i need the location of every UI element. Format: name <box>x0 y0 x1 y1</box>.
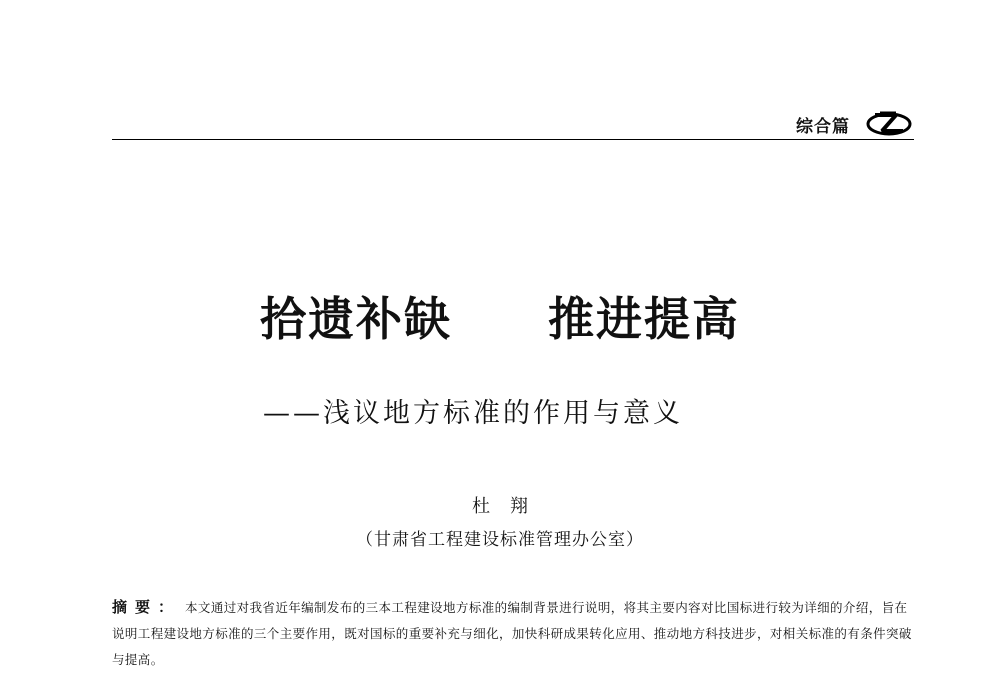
article-subtitle: ——浅议地方标准的作用与意义 <box>263 398 683 429</box>
abstract-label: 摘要： <box>112 598 182 616</box>
book-logo-icon <box>866 109 912 137</box>
author-name: 杜翔 <box>472 496 548 517</box>
header-divider <box>112 139 914 140</box>
section-label: 综合篇 <box>796 117 850 137</box>
author-affiliation: （甘肃省工程建设标准管理办公室） <box>356 530 644 550</box>
abstract <box>112 594 912 673</box>
abstract-text: 本文通过对我省近年编制发布的三本工程建设地方标准的编制背景进行说明，将其主要内容对比国标进行较为详细的介绍，旨在说明工程建设地方标准的三个主要作用，既对国标的重要补充与细化，加快科研成果转化应用、推动地方科技进步，对相关标准的有条件突破与提高。 <box>112 600 912 667</box>
article-title: 拾遗补缺 推进提高 <box>260 292 740 346</box>
